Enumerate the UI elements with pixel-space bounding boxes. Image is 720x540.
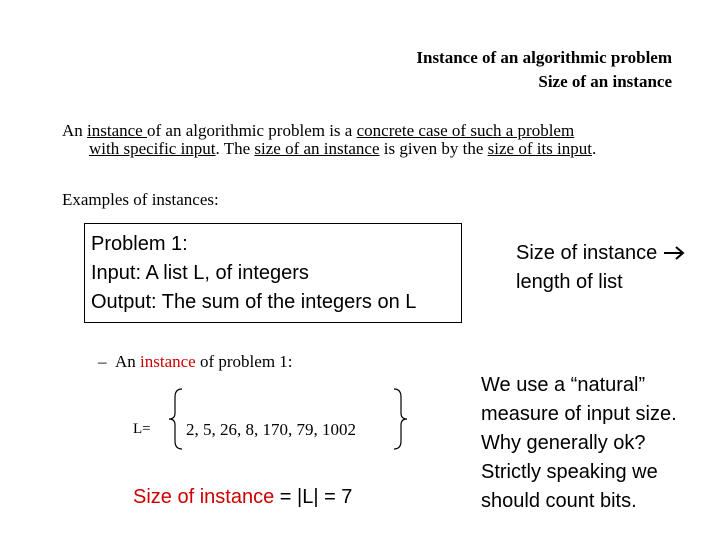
bullet-text: of problem 1: bbox=[195, 352, 293, 371]
size-of-instance bbox=[133, 486, 352, 509]
note-line: should count bits. bbox=[481, 490, 637, 512]
natural-measure-note bbox=[481, 371, 706, 516]
problem-box bbox=[84, 223, 462, 323]
intro-text: is given by the bbox=[379, 139, 488, 158]
intro-text: . bbox=[592, 139, 597, 158]
size-note-line-2: length of list bbox=[516, 271, 623, 293]
size-note-line-1 bbox=[516, 239, 685, 268]
problem-label: Problem 1 bbox=[91, 233, 183, 255]
intro-text: of an algorithmic problem is a bbox=[146, 121, 357, 140]
intro-line-2 bbox=[62, 140, 702, 158]
instance-bullet bbox=[98, 352, 293, 372]
note-line: measure of input size. bbox=[481, 403, 677, 425]
bullet-dash: – bbox=[98, 352, 107, 371]
size-value: = |L| = 7 bbox=[274, 486, 353, 508]
problem-output: Output: The sum of the integers on L bbox=[91, 291, 417, 313]
problem-input: Input: A list L, of integers bbox=[91, 262, 309, 284]
right-brace-icon bbox=[392, 387, 410, 451]
instance-word: instance bbox=[140, 352, 196, 371]
bullet-text: An bbox=[115, 352, 141, 371]
size-note bbox=[516, 239, 685, 297]
intro-text: An bbox=[62, 121, 88, 140]
term-concrete-case: concrete case of such a problem bbox=[356, 121, 575, 140]
title-line-2: Size of an instance bbox=[538, 72, 672, 91]
left-brace-icon bbox=[166, 387, 184, 451]
note-line: Strictly speaking we bbox=[481, 461, 658, 483]
list-values: 2, 5, 26, 8, 170, 79, 1002 bbox=[186, 420, 356, 439]
size-note-text: Size of instance bbox=[516, 242, 658, 264]
problem-heading bbox=[91, 230, 461, 259]
intro-paragraph bbox=[62, 122, 702, 158]
slide-title bbox=[416, 46, 672, 94]
intro-text: . The bbox=[215, 139, 255, 158]
note-line: Why generally ok? bbox=[481, 432, 646, 454]
note-line: We use a “natural” bbox=[481, 374, 646, 396]
term-specific-input: with specific input bbox=[89, 139, 216, 158]
intro-line-1 bbox=[62, 122, 702, 140]
right-arrow-icon bbox=[663, 246, 685, 260]
term-instance: instance bbox=[87, 121, 147, 140]
title-line-1: Instance of an algorithmic problem bbox=[416, 48, 672, 67]
problem-colon: : bbox=[182, 233, 188, 255]
examples-label: Examples of instances: bbox=[62, 190, 219, 209]
term-size-of-input: size of its input bbox=[487, 139, 592, 158]
term-size-of-instance: size of an instance bbox=[254, 139, 380, 158]
size-label: Size of instance bbox=[133, 486, 275, 508]
list-lhs: L= bbox=[133, 421, 151, 437]
